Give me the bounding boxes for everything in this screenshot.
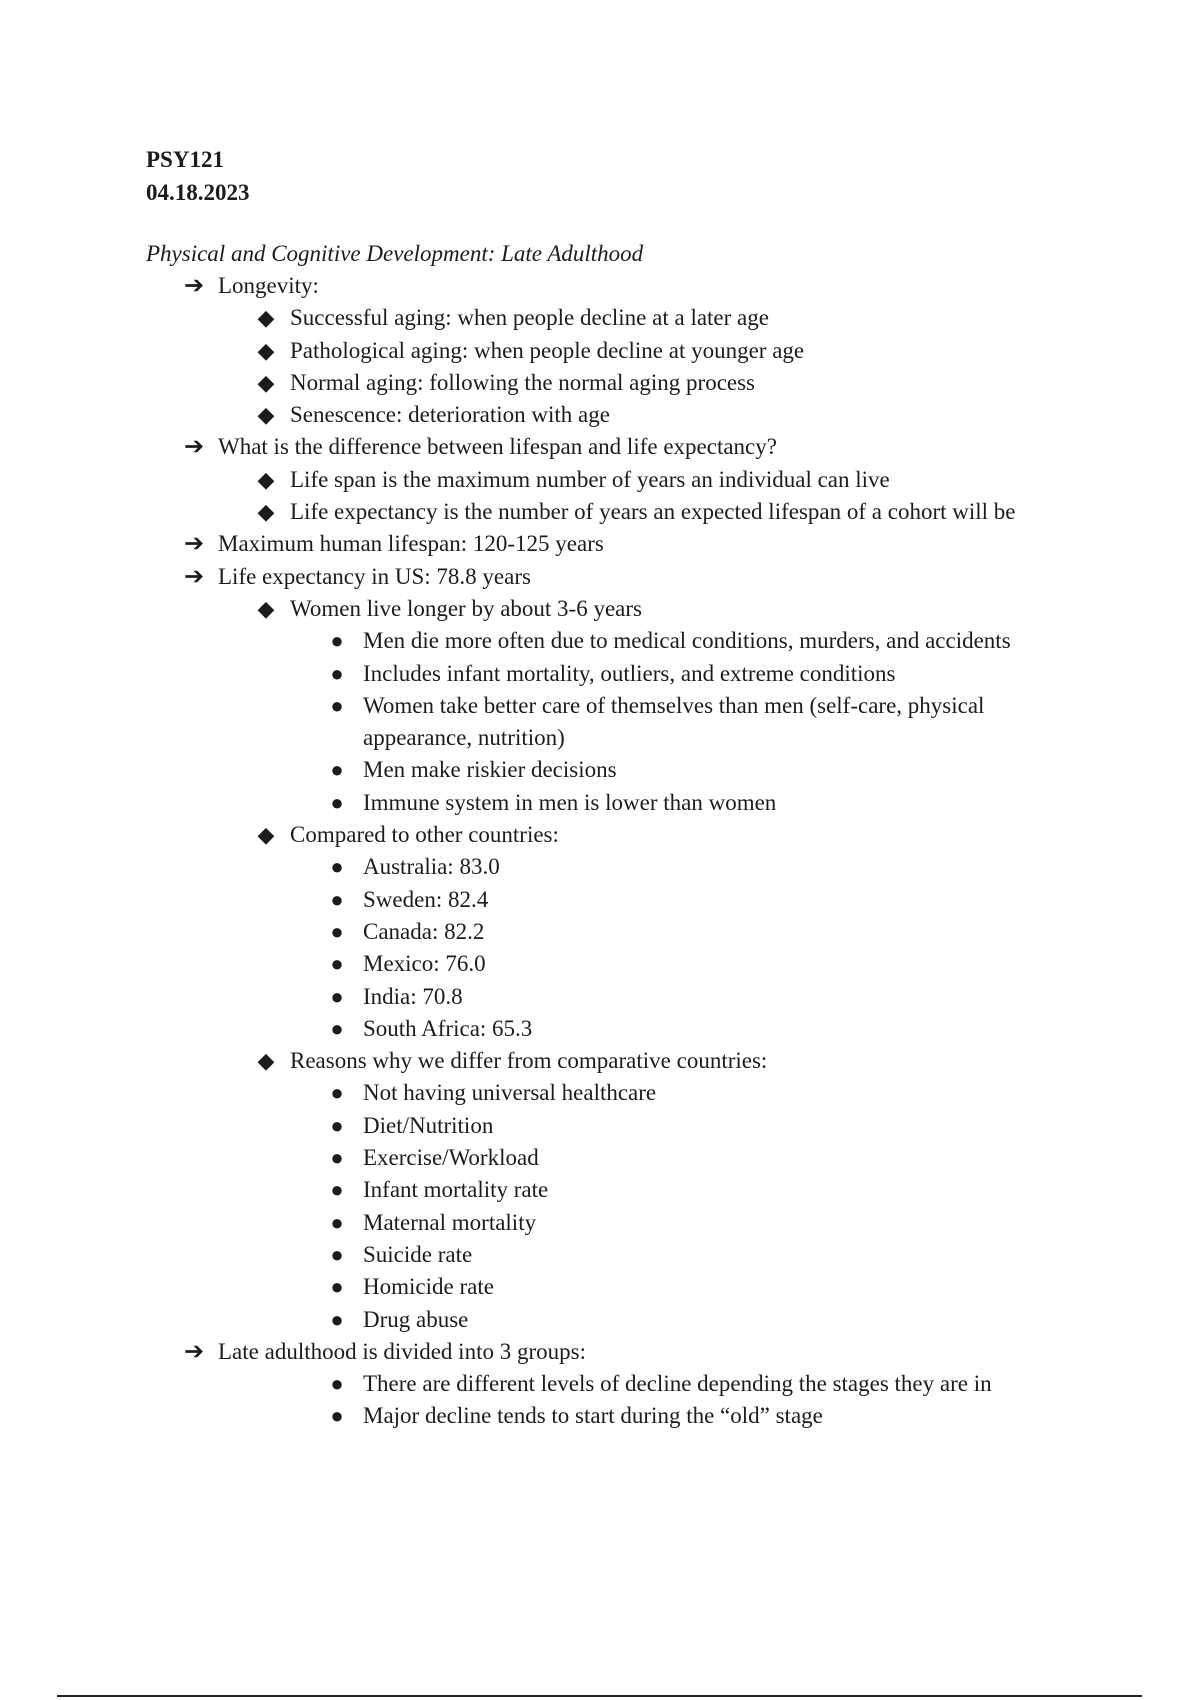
outline-item-level-3 [0, 625, 1200, 657]
lecture-date: 04.18.2023 [146, 180, 250, 205]
dot-bullet-icon: ● [330, 1015, 344, 1041]
outline-item-text: Compared to other countries: [290, 822, 559, 848]
diamond-bullet-icon: ◆ [257, 822, 275, 848]
outline-item-level-3 [0, 1142, 1200, 1174]
outline-item-level-1 [0, 431, 1200, 463]
outline-item-level-3 [0, 754, 1200, 786]
outline-item-text: Australia: 83.0 [363, 854, 500, 880]
diamond-bullet-icon: ◆ [257, 369, 275, 395]
arrow-bullet-icon: ➔ [183, 531, 205, 558]
outline-item-text: Infant mortality rate [363, 1177, 549, 1203]
outline-item-level-3 [0, 1239, 1200, 1271]
dot-bullet-icon: ● [330, 886, 344, 912]
outline-item-text: South Africa: 65.3 [363, 1015, 533, 1041]
dot-bullet-icon: ● [330, 1209, 344, 1235]
arrow-bullet-icon: ➔ [183, 273, 205, 299]
outline-item-text: What is the difference between lifespan and life expectancy? [218, 434, 777, 460]
outline-item-level-3 [0, 981, 1200, 1013]
outline-item-level-3 [0, 1304, 1200, 1336]
dot-bullet-icon: ● [330, 692, 344, 718]
outline-item-text: Canada: 82.2 [363, 918, 485, 944]
dot-bullet-icon: ● [330, 918, 344, 944]
diamond-bullet-icon: ◆ [257, 337, 275, 363]
dot-bullet-icon: ● [330, 1112, 344, 1138]
outline-item-level-3 [0, 916, 1200, 948]
outline-item-level-2 [0, 819, 1200, 851]
diamond-bullet-icon: ◆ [257, 305, 275, 331]
outline-item-level-3 [0, 884, 1200, 916]
outline-item-level-3 [0, 690, 1063, 755]
outline-item-level-2 [0, 367, 1200, 399]
dot-bullet-icon: ● [330, 951, 344, 977]
outline-item-text: Immune system in men is lower than women [363, 789, 777, 815]
dot-bullet-icon: ● [330, 1145, 344, 1171]
notes-outline [0, 270, 1200, 1433]
dot-bullet-icon: ● [330, 757, 344, 783]
document-header [146, 143, 250, 209]
outline-item-level-1 [0, 561, 1200, 593]
outline-item-text: Successful aging: when people decline at a later age [290, 305, 769, 331]
outline-item-text: Diet/Nutrition [363, 1112, 494, 1138]
outline-item-text: There are different levels of decline depending the stages they are in [363, 1371, 992, 1397]
diamond-bullet-icon: ◆ [257, 1048, 275, 1074]
outline-item-text: Men die more often due to medical conditions, murders, and accidents [363, 628, 1011, 654]
outline-item-level-2 [0, 593, 1200, 625]
outline-item-text: Drug abuse [363, 1306, 469, 1332]
outline-item-level-3 [0, 1400, 1200, 1432]
outline-item-text: Exercise/Workload [363, 1145, 539, 1171]
dot-bullet-icon: ● [330, 1177, 344, 1203]
outline-item-text: Suicide rate [363, 1241, 473, 1267]
diamond-bullet-icon: ◆ [257, 402, 275, 428]
diamond-bullet-icon: ◆ [257, 499, 275, 525]
dot-bullet-icon: ● [330, 1274, 344, 1300]
outline-item-level-3 [0, 1271, 1200, 1303]
outline-item-text: Mexico: 76.0 [363, 951, 486, 977]
outline-item-text: India: 70.8 [363, 983, 463, 1009]
dot-bullet-icon: ● [330, 660, 344, 686]
outline-item-level-3 [0, 658, 1200, 690]
arrow-bullet-icon: ➔ [183, 434, 205, 461]
outline-item-text: Normal aging: following the normal aging process [290, 369, 756, 395]
dot-bullet-icon: ● [330, 983, 344, 1009]
outline-item-text: Life expectancy in US: 78.8 years [218, 563, 531, 589]
outline-item-text: Life span is the maximum number of years an individual can live [290, 466, 890, 492]
outline-item-text: Men make riskier decisions [363, 757, 617, 783]
outline-item-level-3 [0, 851, 1200, 883]
outline-item-text: Maximum human lifespan: 120-125 years [218, 531, 604, 557]
outline-item-text: Pathological aging: when people decline at younger age [290, 337, 805, 363]
dot-bullet-icon: ● [330, 1306, 344, 1332]
outline-item-level-2 [0, 399, 1200, 431]
dot-bullet-icon: ● [330, 1080, 344, 1106]
outline-item-level-2 [0, 1045, 1200, 1077]
outline-item-level-3 [0, 1110, 1200, 1142]
dot-bullet-icon: ● [330, 628, 344, 654]
outline-item-level-2 [0, 335, 1200, 367]
outline-item-level-3 [0, 1368, 1200, 1400]
outline-item-level-3 [0, 948, 1200, 980]
outline-item-level-1 [0, 528, 1200, 560]
outline-item-text: Women live longer by about 3-6 years [290, 595, 642, 621]
section-title: Physical and Cognitive Development: Late Adulthood [146, 241, 644, 266]
outline-item-level-2 [0, 464, 1200, 496]
dot-bullet-icon: ● [330, 854, 344, 880]
outline-item-text: Reasons why we differ from comparative countries: [290, 1048, 768, 1074]
outline-item-level-2 [0, 302, 1200, 334]
outline-item-level-2 [0, 496, 1200, 528]
footer-divider [57, 1695, 1142, 1697]
arrow-bullet-icon: ➔ [183, 1338, 205, 1365]
outline-item-text: Includes infant mortality, outliers, and extreme conditions [363, 660, 896, 686]
outline-item-text: Longevity: [218, 273, 319, 298]
outline-item-level-1 [0, 270, 1200, 302]
outline-item-level-3 [0, 1077, 1200, 1109]
diamond-bullet-icon: ◆ [257, 466, 275, 492]
outline-item-text: Not having universal healthcare [363, 1080, 657, 1106]
outline-item-text: Senescence: deterioration with age [290, 402, 610, 428]
outline-item-text: Sweden: 82.4 [363, 886, 489, 912]
outline-item-level-3 [0, 1207, 1200, 1239]
dot-bullet-icon: ● [330, 1371, 344, 1397]
diamond-bullet-icon: ◆ [257, 595, 275, 621]
outline-item-text: Homicide rate [363, 1274, 494, 1300]
arrow-bullet-icon: ➔ [183, 563, 205, 590]
dot-bullet-icon: ● [330, 1241, 344, 1267]
dot-bullet-icon: ● [330, 1403, 344, 1429]
outline-item-level-3 [0, 1013, 1200, 1045]
outline-item-text: Late adulthood is divided into 3 groups: [218, 1338, 586, 1364]
outline-item-level-3 [0, 787, 1200, 819]
dot-bullet-icon: ● [330, 789, 344, 815]
outline-item-level-1 [0, 1336, 1200, 1368]
outline-item-text: Life expectancy is the number of years an expected lifespan of a cohort will be [290, 499, 1016, 525]
outline-item-text: Women take better care of themselves than men (self-care, physical appearance, nutrition) [363, 692, 985, 751]
outline-item-text: Major decline tends to start during the “old” stage [363, 1403, 823, 1429]
course-code: PSY121 [146, 147, 224, 172]
outline-item-text: Maternal mortality [363, 1209, 537, 1235]
outline-item-level-3 [0, 1174, 1200, 1206]
